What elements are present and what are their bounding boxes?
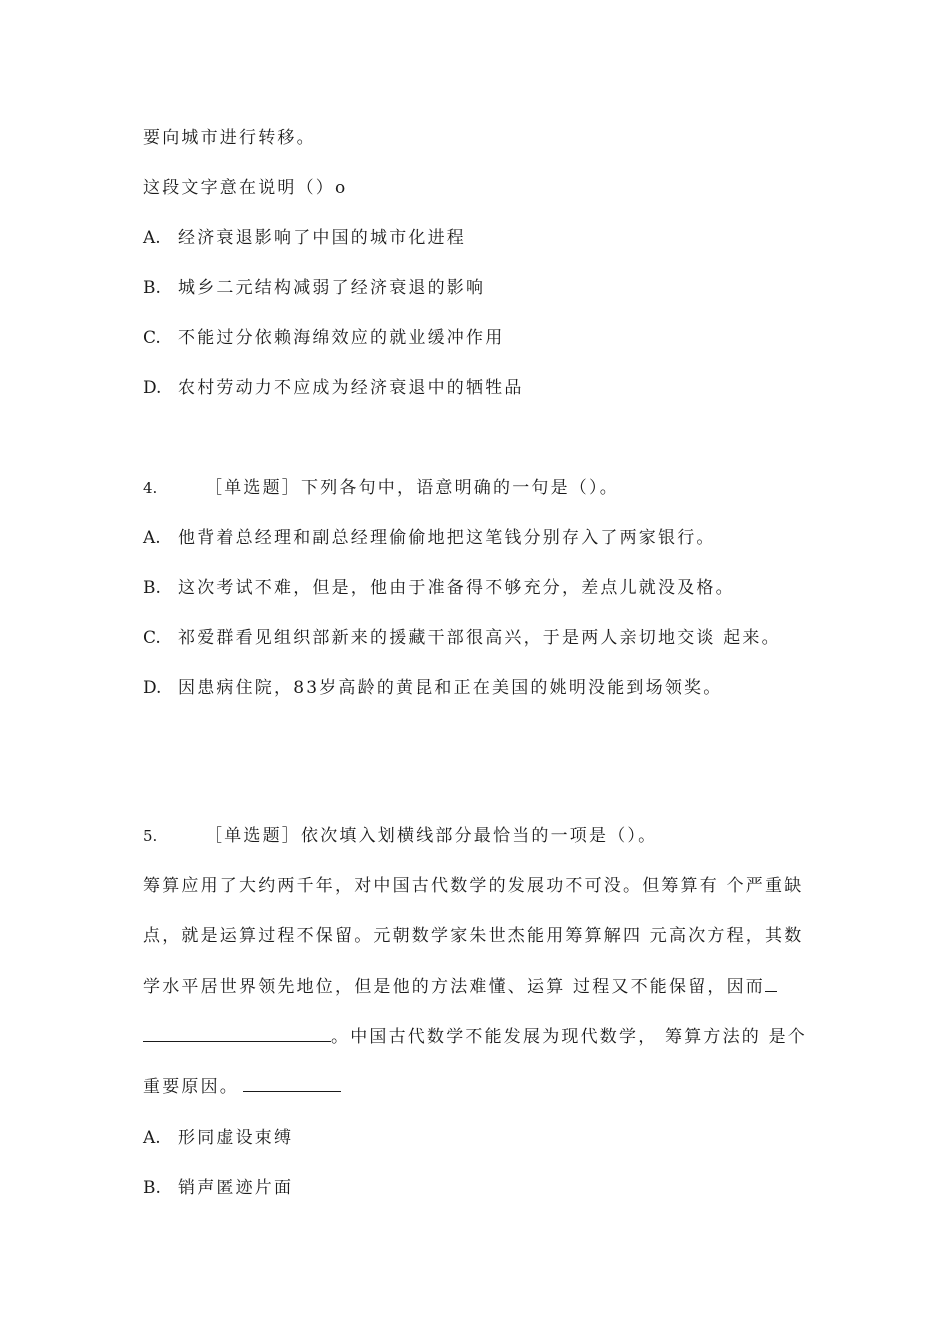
question-number: 5.	[143, 827, 158, 845]
q5-stem: ［单选题］依次填入划横线部分最恰当的一项是（）。	[205, 826, 658, 846]
q3-option-b	[143, 276, 485, 300]
option-text: 他背着总经理和副总经理偷偷地把这笔钱分别存入了两家银行。	[178, 528, 716, 548]
q4-option-b	[143, 576, 735, 600]
passage-text: 。中国古代数学不能发展为现代数学， 筹算方法的 是个	[331, 1027, 808, 1047]
q5-header	[143, 824, 657, 848]
fill-blank	[243, 1074, 341, 1092]
fill-blank	[765, 974, 777, 992]
q5-passage-line: 筹算应用了大约两千年，对中国古代数学的发展功不可没。但筹算有 个严重缺	[143, 876, 804, 896]
option-letter: A.	[143, 528, 161, 548]
q3-option-d	[143, 376, 524, 400]
option-text: 形同虚设束缚	[178, 1128, 294, 1148]
option-letter: C.	[143, 628, 161, 648]
option-letter: A.	[143, 1128, 161, 1148]
option-letter: A.	[143, 228, 161, 248]
option-letter: C.	[143, 328, 161, 348]
question-number: 4.	[143, 479, 158, 497]
q5-passage-line	[143, 1074, 341, 1099]
passage-text: 学水平居世界领先地位，但是他的方法难懂、运算 过程又不能保留，因而	[143, 977, 766, 997]
option-letter: D.	[143, 678, 162, 698]
passage-text: 重要原因。	[143, 1077, 239, 1097]
q5-passage-line	[143, 1024, 807, 1049]
q5-option-b	[143, 1176, 293, 1200]
option-text: 经济衰退影响了中国的城市化进程	[178, 228, 466, 248]
q5-passage-line	[143, 974, 777, 999]
q4-option-c	[143, 626, 781, 650]
q5-option-a	[143, 1126, 293, 1150]
q3-stem: 这段文字意在说明（）o	[143, 178, 348, 198]
option-letter: B.	[143, 278, 161, 298]
fill-blank	[143, 1024, 331, 1042]
q3-passage-continuation: 要向城市进行转移。	[143, 128, 316, 148]
option-letter: D.	[143, 378, 162, 398]
option-text: 销声匿迹片面	[178, 1178, 294, 1198]
q4-option-d	[143, 676, 722, 700]
option-text: 城乡二元结构减弱了经济衰退的影响	[178, 278, 486, 298]
q4-option-a	[143, 526, 716, 550]
option-letter: B.	[143, 1178, 161, 1198]
q3-option-a	[143, 226, 466, 250]
q4-stem: ［单选题］下列各句中，语意明确的一句是（）。	[205, 478, 619, 498]
q3-option-c	[143, 326, 504, 350]
q4-header	[143, 476, 619, 500]
option-text: 农村劳动力不应成为经济衰退中的牺牲品	[178, 378, 524, 398]
option-text: 这次考试不难，但是，他由于准备得不够充分，差点儿就没及格。	[178, 578, 735, 598]
option-letter: B.	[143, 578, 161, 598]
option-text: 不能过分依赖海绵效应的就业缓冲作用	[178, 328, 505, 348]
option-text: 因患病住院，83岁高龄的黄昆和正在美国的姚明没能到场领奖。	[178, 678, 723, 698]
q5-passage-line: 点，就是运算过程不保留。元朝数学家朱世杰能用筹算解四 元高次方程，其数	[143, 926, 804, 946]
option-text: 祁爱群看见组织部新来的援藏干部很高兴，于是两人亲切地交谈 起来。	[178, 628, 781, 648]
